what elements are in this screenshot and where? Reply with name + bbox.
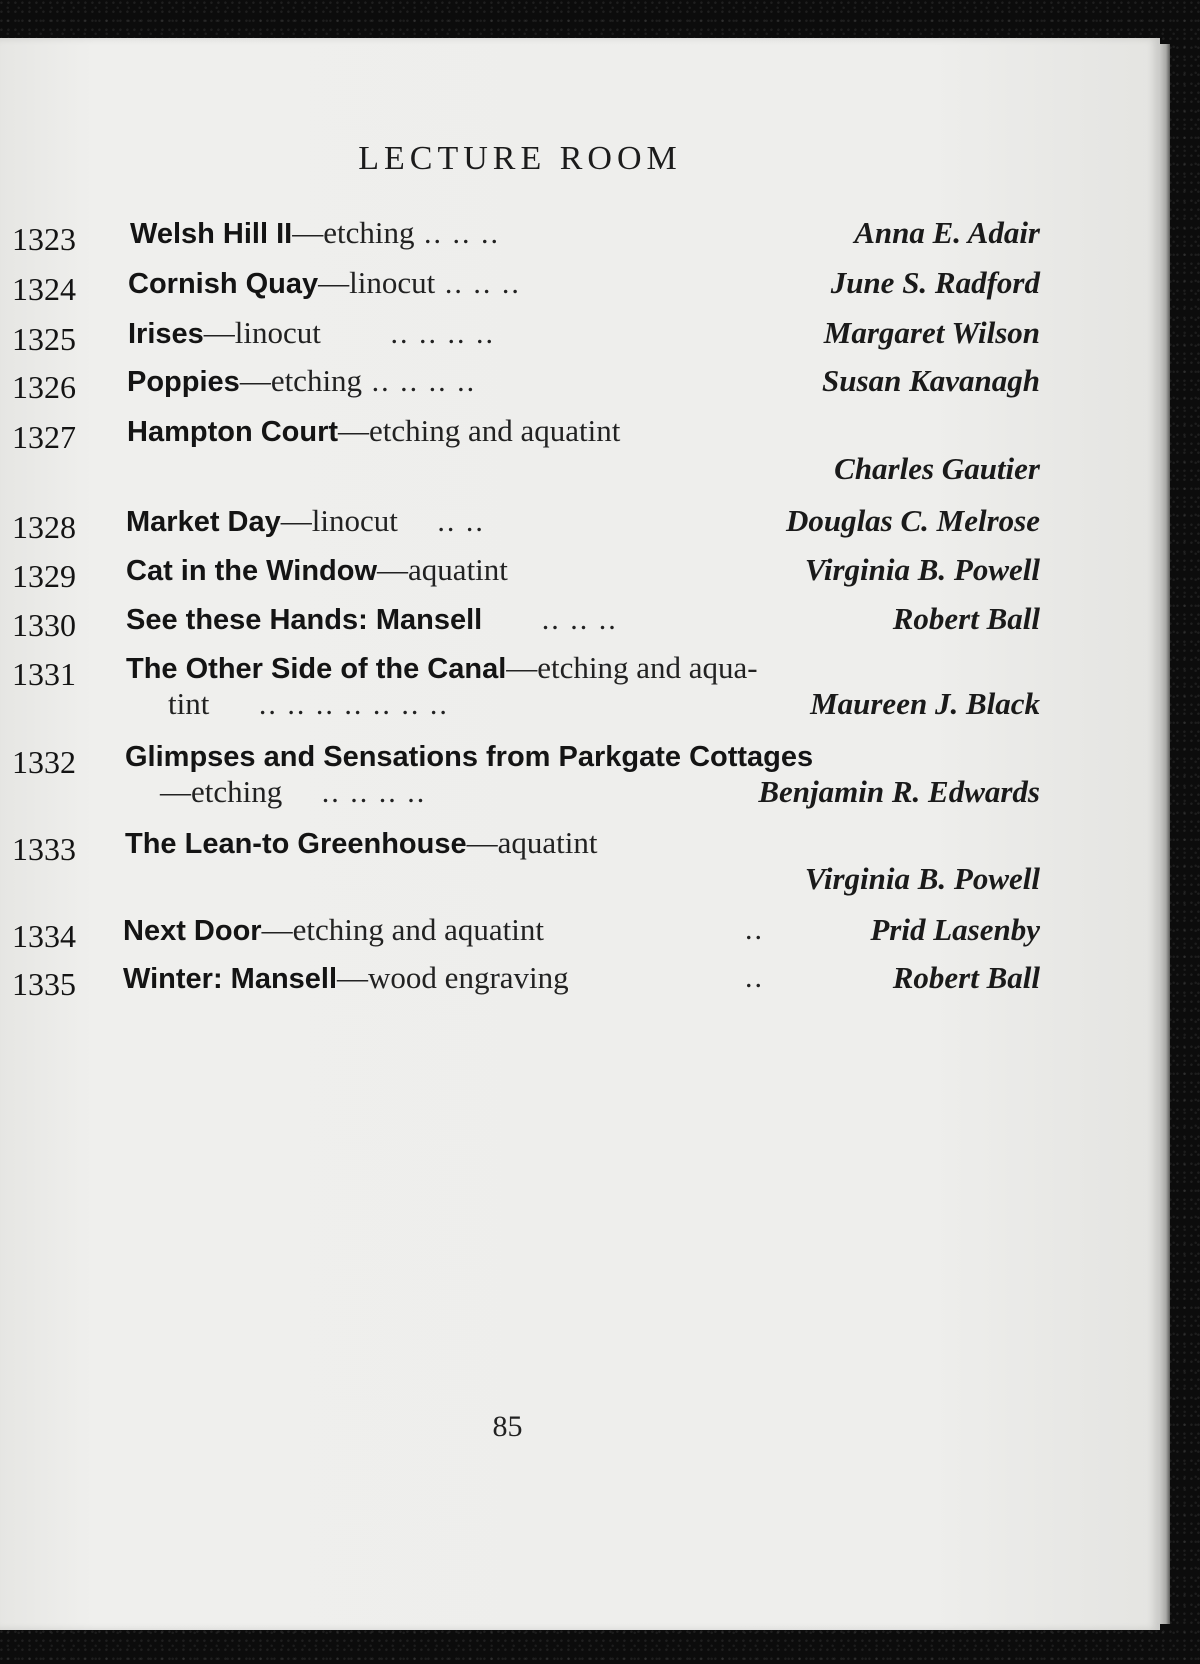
entry-line [123,960,569,997]
entry-dots-group [745,912,764,948]
entry-medium: —linocut [318,265,436,300]
entry-number: 1329 [12,558,76,594]
entry-line-continued [160,774,426,811]
entry-line [127,413,620,450]
entry-title: Market Day [126,506,281,538]
entry-medium: —etching and aqua- [506,650,758,685]
entry-line [126,503,485,540]
leader-dots: .. [745,961,764,994]
entry-number: 1327 [12,419,76,455]
entry-title: Cat in the Window [126,555,378,587]
entry-artist: June S. Radford [830,265,1040,300]
entry-medium-continued: —etching [160,774,283,809]
entry-line [128,265,521,302]
leader-dots: .. .. .. .. [371,365,477,398]
entry-title: Hampton Court [127,416,339,448]
leader-dots: .. .. .. [424,217,501,250]
entry-artist: Virginia B. Powell [804,552,1040,587]
entry-number: 1326 [12,369,76,405]
entry-medium: —linocut [203,315,321,350]
entry-medium: —etching and aquatint [338,413,621,448]
entry-number: 1332 [12,744,76,780]
entry-line [126,650,758,687]
entry-medium: —etching and aquatint [261,912,544,947]
section-heading: LECTURE ROOM [358,140,682,177]
entry-line [127,363,476,400]
entry-line [125,738,813,775]
entry-medium: —etching [239,363,363,398]
leader-dots: .. [745,913,764,946]
entry-artist: Margaret Wilson [823,315,1040,350]
entry-artist: Anna E. Adair [854,215,1040,250]
entry-line [125,825,597,862]
leader-dots: .. .. [437,505,485,538]
entry-number: 1328 [12,509,76,545]
entry-number: 1323 [12,221,76,257]
entry-number: 1335 [12,966,76,1002]
entry-artist: Maureen J. Black [810,686,1040,721]
entry-line [130,215,500,252]
entry-title: Poppies [127,366,240,398]
entry-medium-continued: tint [168,686,210,721]
entry-artist: Prid Lasenby [870,912,1040,947]
entry-artist: Douglas C. Melrose [785,503,1040,538]
entry-artist: Susan Kavanagh [822,363,1040,398]
entry-line [123,912,544,949]
entry-title: Winter: Mansell [123,963,338,995]
entry-artist: Charles Gautier [834,451,1040,486]
entry-artist: Benjamin R. Edwards [758,774,1040,809]
entry-title: The Lean-to Greenhouse [125,828,467,860]
entry-title: Welsh Hill II [130,218,293,250]
entry-title: The Other Side of the Canal [126,653,507,685]
entry-title: Next Door [123,915,262,947]
entry-line-continued [168,686,449,723]
page-edge [1160,44,1170,1624]
entry-line [128,315,495,352]
leader-dots: .. .. .. .. [321,776,427,809]
entry-dots-group [745,960,764,996]
entry-number: 1334 [12,918,76,954]
entry-title: See these Hands: Mansell [126,604,483,636]
entry-medium: —aquatint [466,825,598,860]
entry-artist: Robert Ball [892,601,1040,636]
entry-title: Irises [128,318,204,350]
entry-title: Cornish Quay [128,268,319,300]
entry-line [126,601,618,638]
page-number: 85 [492,1410,523,1443]
leader-dots: .. .. .. .. [390,317,495,350]
leader-dots: .. .. .. [541,603,618,636]
entry-artist: Robert Ball [892,960,1040,995]
entry-artist: Virginia B. Powell [804,861,1040,896]
entry-medium: —wood engraving [337,960,569,995]
entry-title: Glimpses and Sensations from Parkgate Cottages [125,741,814,773]
entry-number: 1324 [12,271,76,307]
leader-dots: .. .. .. [444,267,521,300]
entry-number: 1333 [12,831,76,867]
entry-medium: —aquatint [377,552,508,587]
entry-number: 1331 [12,656,76,692]
leader-dots: .. .. .. .. .. .. .. [258,688,449,721]
entry-number: 1330 [12,607,76,643]
entry-number: 1325 [12,321,76,357]
entry-medium: —linocut [280,503,398,538]
entry-line [126,552,508,589]
entry-medium: —etching [292,215,415,250]
